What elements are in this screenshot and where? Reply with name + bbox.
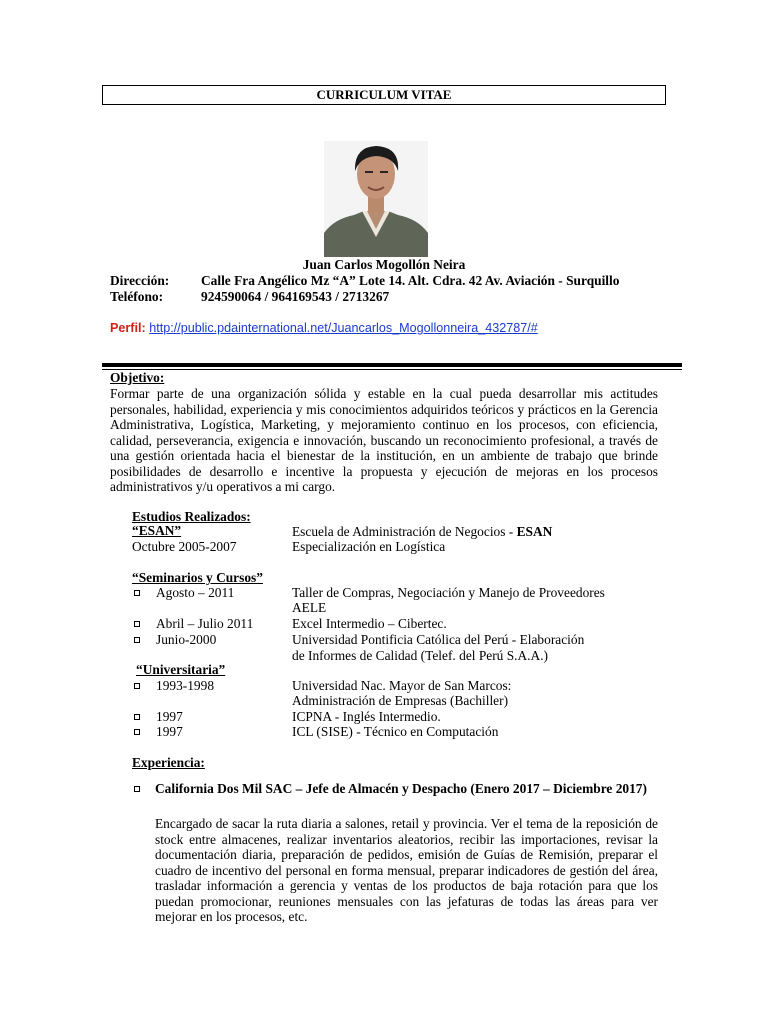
seminar-line1: Taller de Compras, Negociación y Manejo de Proveedores [292,585,605,600]
job-description: Encargado de sacar la ruta diaria a salones, retail y provincia. Ver el tema de la reposición de stock entre almacenes, realizar inventarios aleatorios, recibir las importaciones, revisar la documentación diaria, preparación de pedidos, emisión de Guías de Remisión, preparar el cuadro de incentivo del personal en forma mensual, preparar indicadores de gestión del área, trasladar información a gerencia y ventas de los productos de baja rotación para que los puedan promocionar, reuniones mensuales con las jefaturas de todas las áreas para ver mejorar en los procesos, etc. [155,816,658,924]
phone-label: Teléfono: [110,289,164,304]
profile-link[interactable]: http://public.pdainternational.net/Juancarlos_Mogollonneira_432787/# [149,321,538,335]
university-heading: “Universitaria” [136,662,226,677]
esan-school [292,524,552,540]
bullet-square-icon [134,621,140,627]
esan-program: Especialización en Logística [292,539,446,554]
university-line1: ICL (SISE) - Técnico en Computación [292,724,499,739]
profile-line [110,321,538,337]
bullet-square-icon [134,683,140,689]
document-title: CURRICULUM VITAE [102,85,666,105]
bullet-square-icon [134,590,140,596]
job-title: California Dos Mil SAC – Jefe de Almacén y Despacho (Enero 2017 – Diciembre 2017) [155,781,647,796]
section-divider-thick [102,363,682,367]
seminar-date: Agosto – 2011 [156,585,235,600]
bullet-square-icon [134,786,140,792]
section-divider-thin [102,369,682,370]
seminar-date: Junio-2000 [156,632,217,647]
university-line1: Universidad Nac. Mayor de San Marcos: [292,678,512,693]
phone-value: 924590064 / 964169543 / 2713267 [201,289,390,304]
bullet-square-icon [134,637,140,643]
esan-school-acronym: ESAN [516,524,553,539]
bullet-square-icon [134,729,140,735]
university-date: 1993-1998 [156,678,215,693]
profile-label: Perfil: [110,321,146,335]
university-date: 1997 [156,724,183,739]
objective-heading: Objetivo: [110,370,165,385]
seminar-line2: de Informes de Calidad (Telef. del Perú S.A.A.) [292,648,549,663]
candidate-name: Juan Carlos Mogollón Neira [302,257,466,272]
objective-text: Formar parte de una organización sólida y estable en la cual pueda desarrollar mis actitudes personales, habilidad, experiencia y mis conocimientos adquiridos teóricos y prácticos en la Gerencia Administrativa, Logística, Marketing, y mejoramiento continuo en los procesos, con eficiencia, calidad, perseverancia, exigencia e innovación, buscando un reconocimiento profesional, a través de una gestión orientada hacia el bienestar de la institución, en un ambiente de trabajo que brinde posibilidades de desarrollo e incentive la propuesta y ejecución de mejoras en los procesos administrativos y/u operativos a mi cargo. [110,386,658,494]
esan-label: “ESAN” [132,523,182,538]
seminars-heading: “Seminarios y Cursos” [132,570,263,585]
seminar-line1: Universidad Pontificia Católica del Perú - Elaboración [292,632,585,647]
address-value: Calle Fra Angélico Mz “A” Lote 14. Alt. Cdra. 42 Av. Aviación - Surquillo [201,273,620,288]
university-date: 1997 [156,709,183,724]
seminar-line1: Excel Intermedio – Cibertec. [292,616,447,631]
esan-date: Octubre 2005-2007 [132,539,237,554]
university-line1: ICPNA - Inglés Intermedio. [292,709,441,724]
seminar-date: Abril – Julio 2011 [156,616,254,631]
bullet-square-icon [134,714,140,720]
studies-heading: Estudios Realizados: [132,509,251,524]
seminar-line2: AELE [292,600,327,615]
profile-photo-image [324,141,428,257]
experience-heading: Experiencia: [132,755,205,770]
university-line2: Administración de Empresas (Bachiller) [292,693,509,708]
profile-photo [324,141,428,257]
address-label: Dirección: [110,273,170,288]
esan-school-name: Escuela de Administración de Negocios - [292,524,517,539]
